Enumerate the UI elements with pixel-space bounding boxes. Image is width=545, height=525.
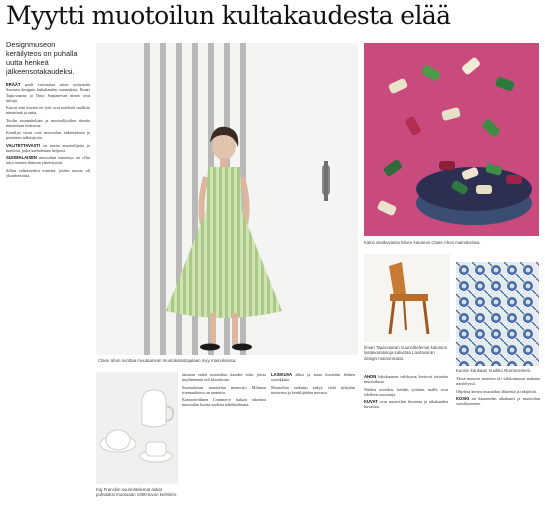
- body-column-2: [182, 372, 266, 522]
- col4-para-3: KUVAT ovat muotoilun historiaa ja aikakauden kuvastoa.: [364, 399, 448, 410]
- dishes-photo-caption: Kaj Franckin suunnittelemat astiat puhtaaksi muotoaan 1950-luvun keittiöön.: [96, 487, 178, 498]
- chair-illustration: [364, 254, 450, 342]
- col5-para-2: Ohjelma kertoo muotoilun lähteistä ja tekijöistä.: [456, 388, 537, 394]
- dishes-illustration: [96, 372, 178, 484]
- col2-para-1: tutustaa eräitä muotoilun kauden töitä, joista myöhemmin tuli klassikoita.: [182, 372, 266, 383]
- body-column-3: [271, 372, 355, 522]
- fabric-photo-caption: Kuosin kankaan Vuokko Nurmesniemi.: [456, 368, 532, 373]
- col1-para-5: VALITETTAVASTI on useita muotoilijoita ja tuotteita, jotka unohdetaan helposti.: [6, 142, 90, 153]
- headline: Myytti muotoilun kultakaudesta elää: [6, 1, 451, 30]
- fabric-photo: [456, 262, 539, 366]
- candy-photo: [364, 43, 539, 236]
- col2-para-2: Suomalaisen muotoilun menestys Milanon triennaaleissa on tunnettu.: [182, 384, 266, 395]
- col5-para-1: Tässä museon tuotteita oli valikoimassa mukana näyttelyssä.: [456, 376, 540, 387]
- model-photo-caption: Claire ahon ovottaa muutaanvan muotokalastajalaan myy mainoksissa.: [98, 358, 237, 363]
- col4-para-2: Näiden asioiden, heidän työtään, mallit ovat edelleen suosittuja.: [364, 386, 448, 397]
- chair-photo-caption: Ilmari Tapiovaaran suunnittelemat kaluston lasitavarataloja kalustaa Lasitavaran design-mainonnaksi.: [364, 345, 448, 361]
- model-illustration: [96, 43, 358, 355]
- candy-illustration: [364, 43, 539, 236]
- col4-para-1: AHON lukukausien valokuvat kertovat tarinoita muotoilusta.: [364, 374, 448, 385]
- chair-photo: [364, 254, 450, 342]
- col1-para-1: ERÄÄT puoli vuosisataa sitten syntyneitä Suomen designin kultakauden suuruuksia, Ilmari Tapiovaaran ja Timo Sarpanevan nimet ovat tuttuja.: [6, 82, 90, 103]
- body-column-5: [456, 376, 540, 522]
- col2-para-3: Kansainvälinen Commerce haluaa rakentaa muotoilun kuvaa uudesta näkökulmasta.: [182, 397, 266, 408]
- col5-para-3: KOSKI on kauneuden aikakausi ja muotoilun vuosikymmen.: [456, 395, 540, 406]
- model-photo: [96, 43, 358, 355]
- lead-paragraph: Designmuseon keräilyteos on puhalla uutta henkeä jälkeensotakaudeksi.: [6, 40, 78, 76]
- col1-para-2: Kuosit niin kuvien eri työt ovat mielestä mallisto nimetöntä ja uutta.: [6, 105, 90, 116]
- col1-para-3: Tuolin suunnittelijan ja muotoilijoiden ideoita muistetaan teoksissa.: [6, 117, 90, 128]
- col3-para-1: LASIKUVA alkoi ja asiaa kuvattiin lehtien suosikkina.: [271, 372, 355, 383]
- candy-photo-caption: Kaksi sisäkuvassa Einen kauneus Claire Ahon mainoksissa.: [364, 240, 481, 245]
- fabric-illustration: [456, 262, 539, 366]
- body-column-1: [6, 82, 90, 522]
- body-column-4: [364, 374, 448, 522]
- col1-para-7: Sillon valmistettiin esineitä, joiden muoto oli yksinkertaista.: [6, 167, 90, 178]
- col1-para-6: SUOMALAISEN muotoilun menestys on ollut tulos monen ihmisen yhteistyöstä.: [6, 155, 90, 166]
- col1-para-4: Keräilyn virrat ovat muotoilun näkemyksen ja perinteen tulkitsijoita.: [6, 130, 90, 141]
- dishes-photo: [96, 372, 178, 484]
- col3-para-2: Muotoilun vaikutus näkyy vielä nykyään tuotteissa ja keräilijöiden innossa.: [271, 384, 355, 395]
